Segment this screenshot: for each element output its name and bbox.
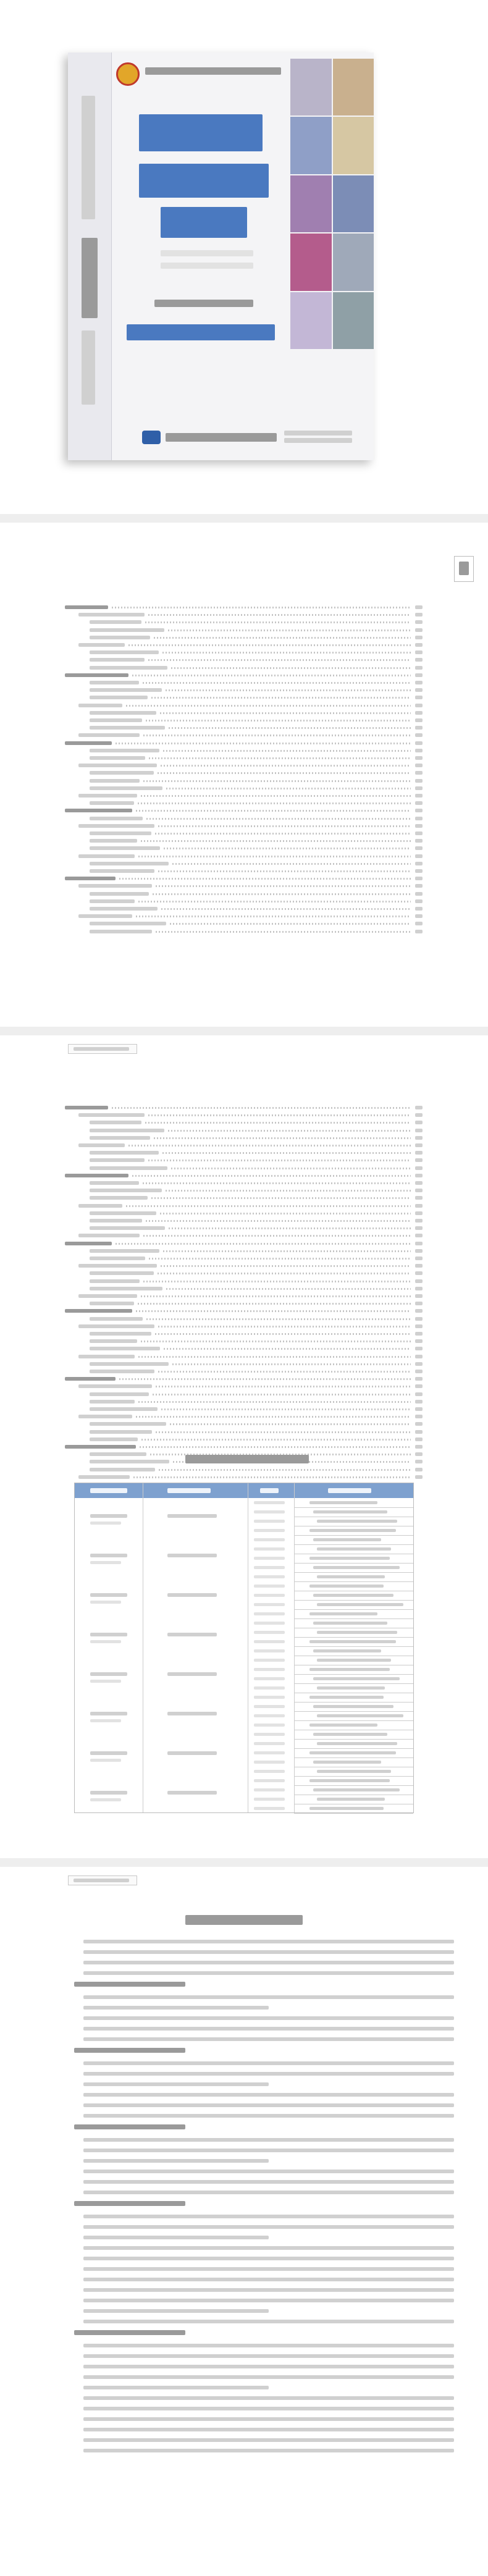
fabric-image-grid (290, 59, 374, 349)
toc-tab (454, 556, 474, 582)
cover-page (0, 0, 488, 507)
schedule-table (74, 1483, 414, 1813)
table-header (75, 1483, 413, 1498)
publisher-logo-icon (142, 431, 161, 444)
toc-page-1 (0, 525, 488, 1019)
running-header (68, 1044, 137, 1054)
chapter-page (0, 1890, 488, 2576)
running-header-2 (68, 1875, 137, 1885)
book-spine (68, 53, 112, 460)
series-logo-icon (116, 62, 140, 86)
book-cover (68, 53, 374, 460)
